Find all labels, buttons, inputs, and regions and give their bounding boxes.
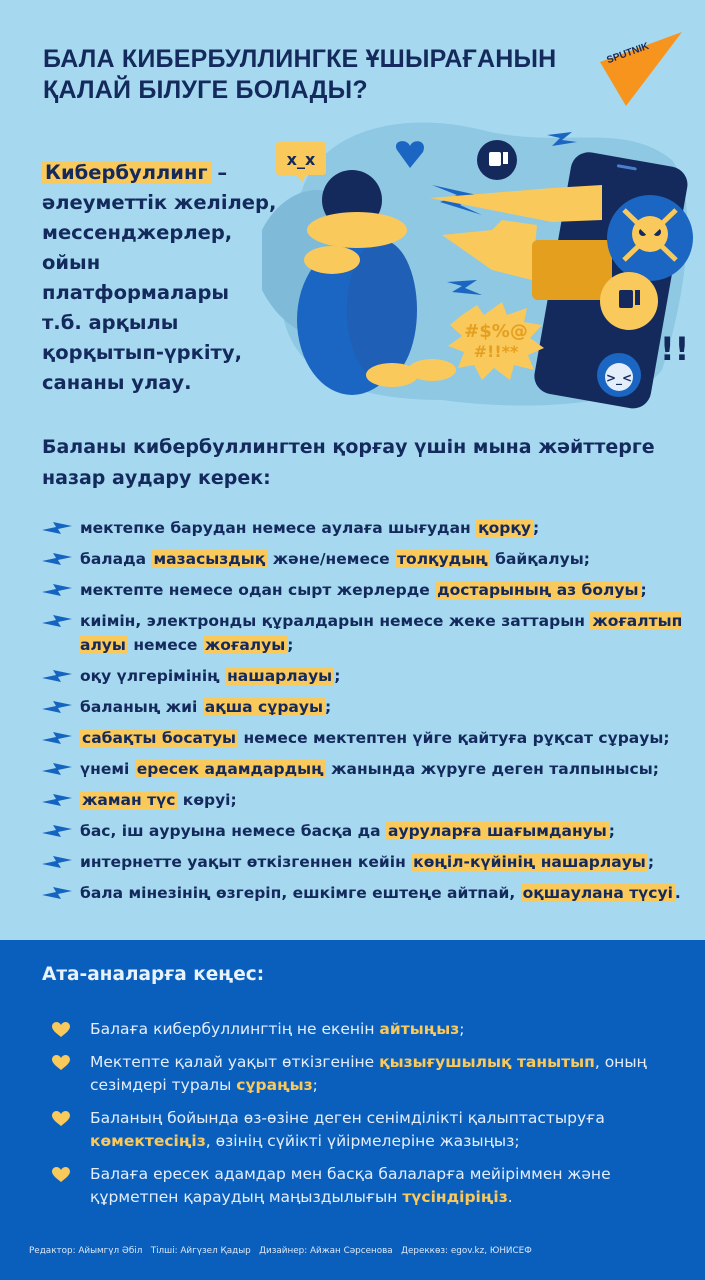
bullet-heart-icon [52,1163,90,1186]
warning-sign-item [42,578,702,602]
highlighted-text: ересек адамдардың [136,760,324,778]
plain-text: , оның сезімдері туралы [90,1053,647,1094]
skull-crossbones-icon [607,195,693,281]
item-text [90,1107,692,1153]
advice-title: Ата-аналарға кеңес: [42,964,265,985]
bullet-bolt-icon [42,578,80,602]
item-text [80,757,702,781]
definition-line: ойын платформалары [42,251,230,304]
plain-text: көруі; [177,791,237,809]
item-text [80,547,702,571]
plain-text: балада [80,550,152,568]
highlighted-text: көңіл-күйінің нашарлауы [413,853,646,871]
logo-text: SPUTNIK [605,40,651,67]
advice-item [52,1018,692,1041]
lightning-bolt-icon [42,825,72,837]
definition-line: сананы улау. [42,371,192,394]
definition-block [42,158,292,398]
definition-term: Кибербуллинг [42,161,211,184]
item-text [90,1051,692,1097]
heart-icon [52,1022,70,1038]
lightning-bolt-icon [42,670,72,682]
highlighted-text: мазасыздық [153,550,266,568]
plain-text: оқу үлгерімінің [80,667,226,685]
highlighted-text: түсіндіріңіз [402,1188,508,1206]
warning-sign-item [42,881,702,905]
highlighted-text: көмектесіңіз [90,1132,206,1150]
plain-text: ; [287,636,294,654]
plain-text: Мектепте қалай уақыт өткізгеніне [90,1053,380,1071]
item-text [80,819,702,843]
plain-text: мектепке барудан немесе аулаға шығудан [80,519,477,537]
bullet-heart-icon [52,1107,90,1130]
warning-sign-item [42,726,702,750]
plain-text: Баланың бойында өз-өзіне деген сенімділікті қалыптастыруға [90,1109,605,1127]
lightning-bolt-icon [42,584,72,596]
lightning-bolt-icon [42,856,72,868]
lightning-bolt-icon [42,701,72,713]
bullet-bolt-icon [42,547,80,571]
heart-icon [52,1167,70,1183]
definition-line: мессенджерлер, [42,221,233,244]
advice-list [52,1018,692,1219]
bullet-bolt-icon [42,516,80,540]
lightning-bolt-icon [42,553,72,565]
warning-sign-item [42,547,702,571]
angry-face-icon [597,353,641,397]
plain-text: бас, іш ауруына немесе басқа да [80,822,386,840]
warning-sign-item [42,819,702,843]
bullet-bolt-icon [42,850,80,874]
highlighted-text: қызығушылық танытып [379,1053,595,1071]
plain-text: ; [647,853,655,871]
plain-text: ; [640,581,647,599]
bullet-bolt-icon [42,609,80,633]
plain-text: немесе мектептен үйге қайтуға рұқсат сұрауы; [238,729,670,747]
title-line-2: ҚАЛАЙ БІЛУГЕ БОЛАДЫ? [43,76,368,104]
plain-text: ; [459,1020,465,1038]
warning-sign-item [42,664,702,688]
highlighted-text: оқшаулана түсуі [522,884,673,902]
plain-text: мектепте немесе одан сырт жерлерде [80,581,436,599]
svg-text:x_x: x_x [286,150,316,169]
warning-sign-item [42,695,702,719]
plain-text: киімін, электронды құралдарын немесе жеке заттарын [80,612,591,630]
lightning-bolt-icon [42,887,72,899]
item-text [80,664,702,688]
plain-text: немесе [127,636,203,654]
highlighted-text: достарының аз болуы [437,581,639,599]
lightning-bolt-icon [42,732,72,744]
item-text [80,578,702,602]
plain-text: үнемі [80,760,135,778]
warning-sign-item [42,757,702,781]
advice-item [52,1051,692,1097]
bullet-bolt-icon [42,664,80,688]
item-text [80,609,702,657]
advice-item [52,1107,692,1153]
definition-line: қорқытып-үркіту, [42,341,242,364]
plain-text: баланың жиі [80,698,203,716]
svg-text:#!!**: #!!** [473,342,519,361]
svg-text:#$%@: #$%@ [464,321,528,342]
lightning-bolt-icon [42,615,72,627]
bullet-bolt-icon [42,819,80,843]
advice-item [52,1163,692,1209]
highlighted-text: сұраңыз [236,1076,313,1094]
warning-sign-item [42,788,702,812]
plain-text: . [507,1188,513,1206]
plain-text: ; [325,698,332,716]
highlighted-text: жоғалуы [204,636,286,654]
item-text [80,881,702,905]
bullet-heart-icon [52,1051,90,1074]
bullet-bolt-icon [42,726,80,750]
highlighted-text: нашарлауы [227,667,333,685]
plain-text: жанында жүруге деген талпынысы; [325,760,659,778]
credits: Редактор: Айымгүл Әбіл Тілші: Айгүзел Қадыр Дизайнер: Айжан Сәрсенова Дереккөз: egov.kz, ЮНИСЕФ [29,1246,532,1256]
lightning-bolt-icon [42,794,72,806]
plain-text: Балаға ересек адамдар мен басқа балаларға мейіріммен және құрметпен қараудың маңыздылығын [90,1165,611,1206]
lightning-bolt-icon [42,522,72,534]
signs-subtitle: Баланы кибербуллингтен қорғау үшін мына жәйттерге назар аудару керек: [42,436,655,489]
item-text [80,695,702,719]
bullet-heart-icon [52,1018,90,1041]
sputnik-logo-icon [598,30,683,108]
plain-text: ; [334,667,341,685]
definition-line: т.б. арқылы [42,311,179,334]
plain-text: бала мінезінің өзгеріп, ешкімге ештеңе айтпай, [80,884,521,902]
title-line-1: БАЛА КИБЕРБУЛЛИНГКЕ ҰШЫРАҒАНЫН [43,45,557,73]
lightning-bolt-icon [42,763,72,775]
item-text [80,516,702,540]
plain-text: , өзінің сүйікті үйірмелеріне жазыңыз; [205,1132,520,1150]
item-text [90,1163,692,1209]
highlighted-text: ақша сұрауы [204,698,323,716]
highlighted-text: ауруларға шағымдануы [388,822,607,840]
highlighted-text: жоғалтып алуы [80,612,683,654]
highlighted-text: толқудың [397,550,488,568]
highlighted-text: айтыңыз [379,1020,460,1038]
item-text [90,1018,692,1041]
highlighted-text: сабақты босатуы [82,729,237,747]
bullet-bolt-icon [42,788,80,812]
bullet-bolt-icon [42,695,80,719]
definition-line: әлеуметтік желілер, [42,191,277,214]
heart-icon [52,1111,70,1127]
plain-text: және/немесе [267,550,396,568]
warning-sign-item [42,516,702,540]
cyberbullying-illustration [262,110,705,410]
plain-text: байқалуы; [489,550,590,568]
plain-text: ; [312,1076,318,1094]
warning-sign-item [42,609,702,657]
item-text [80,850,702,874]
page-title [43,44,603,106]
item-text [80,788,702,812]
exclamation-icon: !! [660,330,690,368]
highlighted-text: жаман түс [82,791,176,809]
highlighted-text: қорқу [478,519,532,537]
plain-text: интернетте уақыт өткізгеннен кейін [80,853,412,871]
bullet-bolt-icon [42,881,80,905]
heart-icon [52,1055,70,1071]
warning-signs-list [42,516,702,912]
svg-text:>_<: >_< [605,371,633,385]
plain-text: ; [533,519,540,537]
plain-text: Балаға кибербуллингтің не екенін [90,1020,380,1038]
warning-sign-item [42,850,702,874]
plain-text: ; [608,822,615,840]
plain-text: . [674,884,681,902]
item-text [80,726,702,750]
bullet-bolt-icon [42,757,80,781]
definition-dash: – [210,161,228,184]
